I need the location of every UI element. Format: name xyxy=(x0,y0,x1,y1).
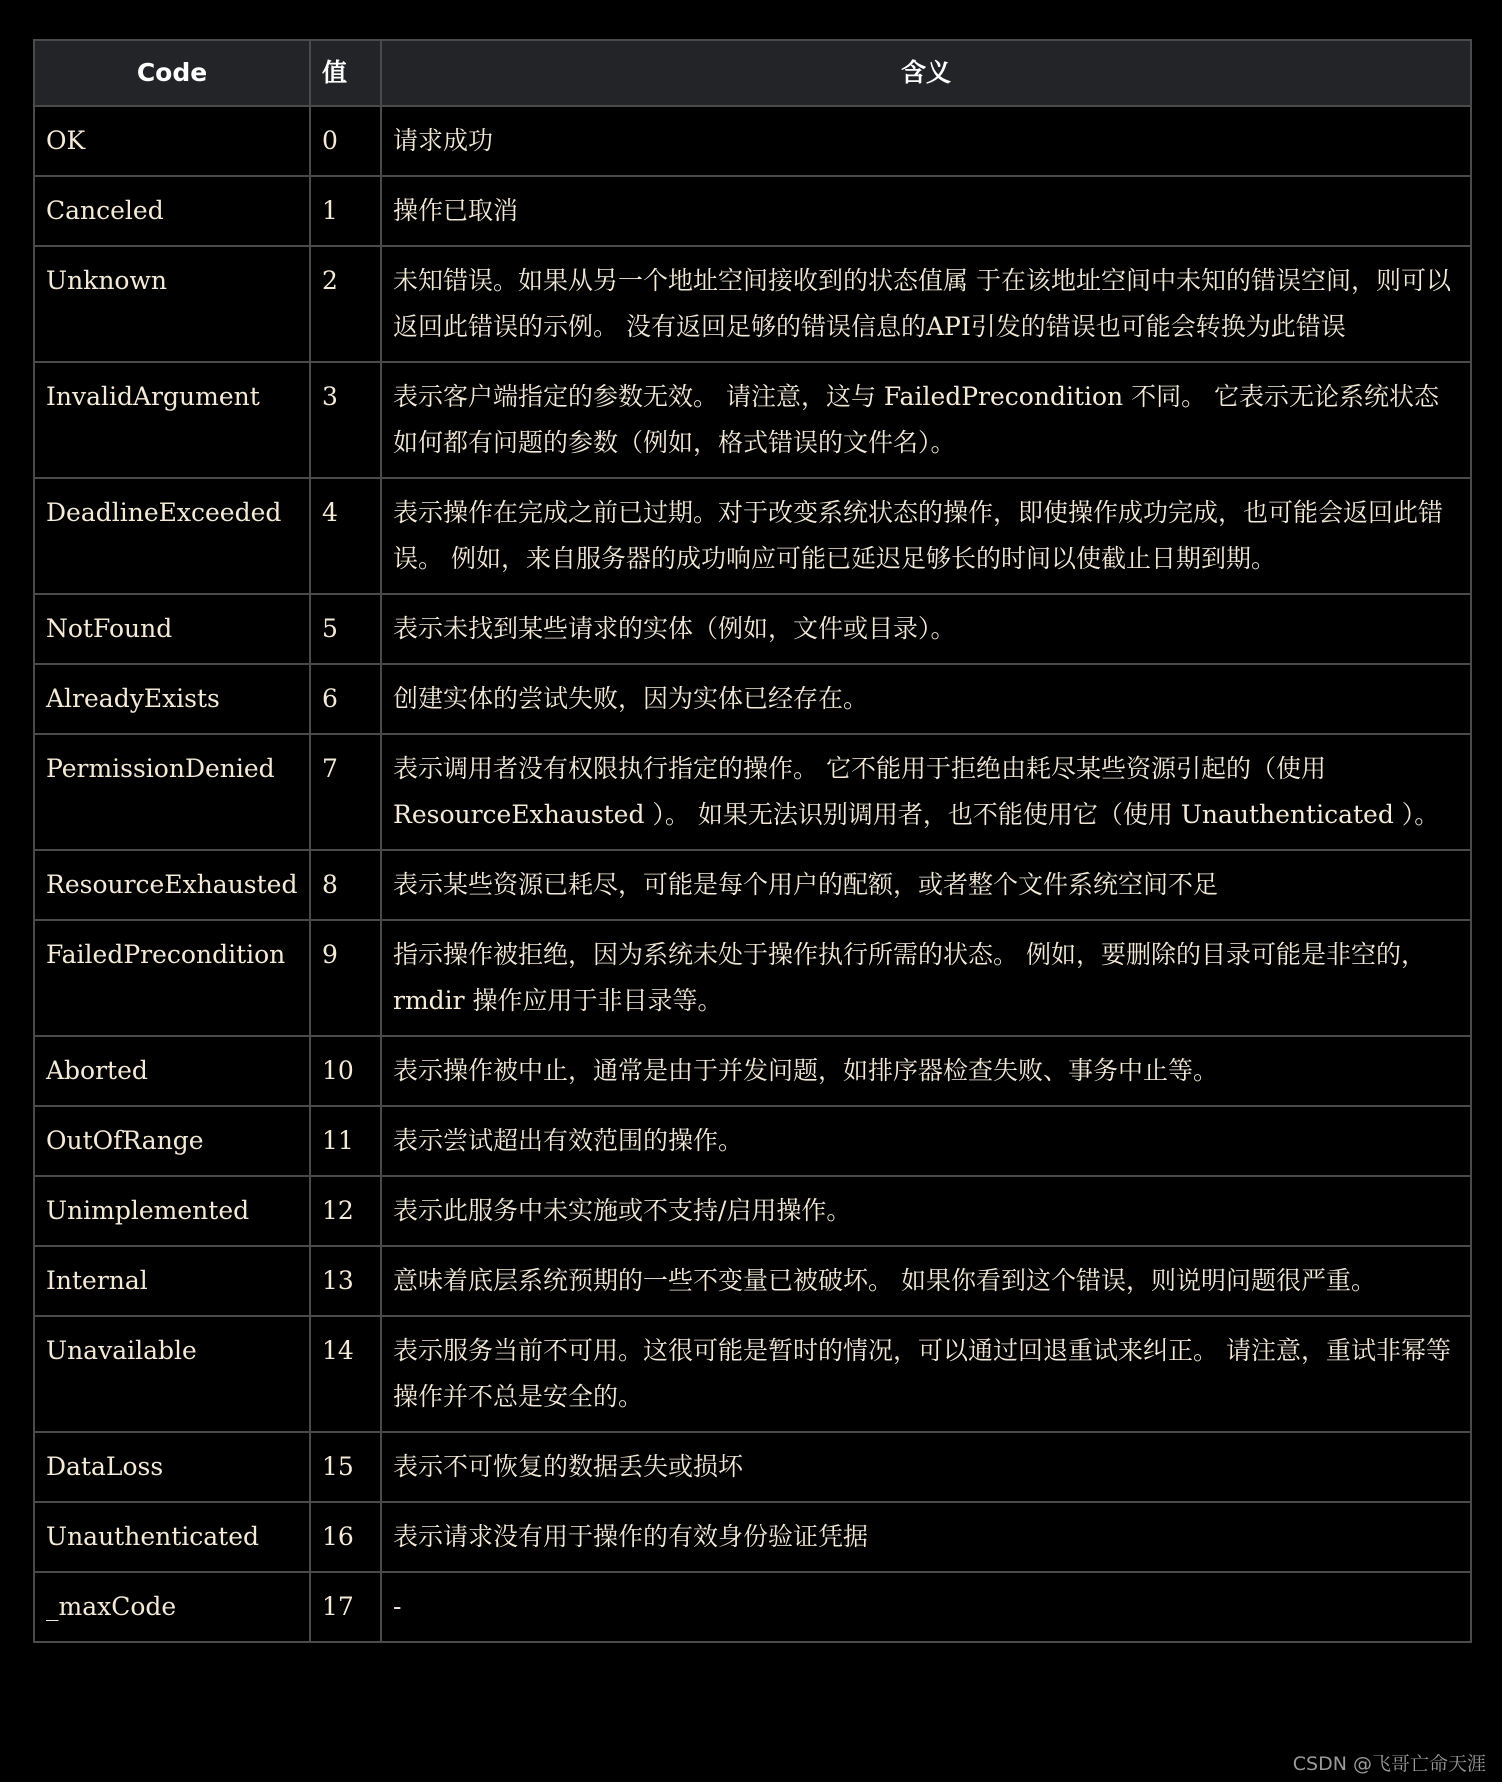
cell-code: ResourceExhausted xyxy=(34,850,310,920)
cell-code: OK xyxy=(34,106,310,176)
cell-value: 2 xyxy=(310,246,381,362)
cell-meaning: 表示未找到某些请求的实体（例如，文件或目录）。 xyxy=(381,594,1471,664)
cell-meaning: 未知错误。如果从另一个地址空间接收到的状态值属 于在该地址空间中未知的错误空间，则可以返回此错误的示例。 没有返回足够的错误信息的API引发的错误也可能会转换为此错误 xyxy=(381,246,1471,362)
cell-value: 4 xyxy=(310,478,381,594)
cell-meaning: 表示服务当前不可用。这很可能是暂时的情况，可以通过回退重试来纠正。 请注意，重试非幂等操作并不总是安全的。 xyxy=(381,1316,1471,1432)
cell-code: Aborted xyxy=(34,1036,310,1106)
table-row xyxy=(34,1036,1471,1106)
table-row xyxy=(34,246,1471,362)
table-row xyxy=(34,1176,1471,1246)
cell-value: 13 xyxy=(310,1246,381,1316)
cell-code: AlreadyExists xyxy=(34,664,310,734)
cell-meaning: - xyxy=(381,1572,1471,1642)
cell-value: 14 xyxy=(310,1316,381,1432)
cell-value: 16 xyxy=(310,1502,381,1572)
cell-code: Unimplemented xyxy=(34,1176,310,1246)
cell-value: 0 xyxy=(310,106,381,176)
cell-meaning: 表示操作在完成之前已过期。对于改变系统状态的操作，即使操作成功完成，也可能会返回此错误。 例如，来自服务器的成功响应可能已延迟足够长的时间以使截止日期到期。 xyxy=(381,478,1471,594)
cell-meaning: 表示此服务中未实施或不支持/启用操作。 xyxy=(381,1176,1471,1246)
table-row xyxy=(34,1316,1471,1432)
cell-meaning: 请求成功 xyxy=(381,106,1471,176)
cell-value: 5 xyxy=(310,594,381,664)
cell-meaning: 操作已取消 xyxy=(381,176,1471,246)
table-row xyxy=(34,1106,1471,1176)
cell-code: Unauthenticated xyxy=(34,1502,310,1572)
cell-code: Unknown xyxy=(34,246,310,362)
table-row xyxy=(34,1572,1471,1642)
cell-meaning: 指示操作被拒绝，因为系统未处于操作执行所需的状态。 例如，要删除的目录可能是非空的，rmdir 操作应用于非目录等。 xyxy=(381,920,1471,1036)
cell-code: FailedPrecondition xyxy=(34,920,310,1036)
table-row xyxy=(34,478,1471,594)
cell-value: 12 xyxy=(310,1176,381,1246)
cell-code: PermissionDenied xyxy=(34,734,310,850)
cell-value: 1 xyxy=(310,176,381,246)
cell-meaning: 表示不可恢复的数据丢失或损坏 xyxy=(381,1432,1471,1502)
cell-code: Internal xyxy=(34,1246,310,1316)
cell-value: 3 xyxy=(310,362,381,478)
cell-code: DataLoss xyxy=(34,1432,310,1502)
table-row xyxy=(34,1246,1471,1316)
cell-value: 17 xyxy=(310,1572,381,1642)
cell-code: _maxCode xyxy=(34,1572,310,1642)
header-meaning: 含义 xyxy=(381,40,1471,106)
cell-code: DeadlineExceeded xyxy=(34,478,310,594)
cell-value: 6 xyxy=(310,664,381,734)
grpc-status-code-table xyxy=(33,39,1472,1643)
header-value: 值 xyxy=(310,40,381,106)
cell-meaning: 表示尝试超出有效范围的操作。 xyxy=(381,1106,1471,1176)
cell-code: Unavailable xyxy=(34,1316,310,1432)
cell-meaning: 表示请求没有用于操作的有效身份验证凭据 xyxy=(381,1502,1471,1572)
cell-meaning: 表示操作被中止，通常是由于并发问题，如排序器检查失败、事务中止等。 xyxy=(381,1036,1471,1106)
watermark: CSDN @飞哥亡命天涯 xyxy=(1292,1753,1486,1775)
cell-value: 9 xyxy=(310,920,381,1036)
cell-meaning: 表示调用者没有权限执行指定的操作。 它不能用于拒绝由耗尽某些资源引起的（使用 ResourceExhausted ）。 如果无法识别调用者，也不能使用它（使用 Unauthenticated ）。 xyxy=(381,734,1471,850)
cell-code: NotFound xyxy=(34,594,310,664)
cell-code: InvalidArgument xyxy=(34,362,310,478)
table-row xyxy=(34,594,1471,664)
cell-value: 7 xyxy=(310,734,381,850)
header-code: Code xyxy=(34,40,310,106)
cell-meaning: 表示某些资源已耗尽，可能是每个用户的配额，或者整个文件系统空间不足 xyxy=(381,850,1471,920)
cell-value: 15 xyxy=(310,1432,381,1502)
cell-value: 11 xyxy=(310,1106,381,1176)
cell-value: 10 xyxy=(310,1036,381,1106)
cell-value: 8 xyxy=(310,850,381,920)
cell-meaning: 表示客户端指定的参数无效。 请注意，这与 FailedPrecondition 不同。 它表示无论系统状态如何都有问题的参数（例如，格式错误的文件名）。 xyxy=(381,362,1471,478)
cell-meaning: 意味着底层系统预期的一些不变量已被破坏。 如果你看到这个错误，则说明问题很严重。 xyxy=(381,1246,1471,1316)
table-row xyxy=(34,362,1471,478)
table-row xyxy=(34,106,1471,176)
table-row xyxy=(34,176,1471,246)
table-row xyxy=(34,664,1471,734)
table-row xyxy=(34,1502,1471,1572)
cell-code: OutOfRange xyxy=(34,1106,310,1176)
table-row xyxy=(34,734,1471,850)
table-row xyxy=(34,850,1471,920)
cell-meaning: 创建实体的尝试失败，因为实体已经存在。 xyxy=(381,664,1471,734)
table-header-row xyxy=(34,40,1471,106)
table-row xyxy=(34,1432,1471,1502)
table-row xyxy=(34,920,1471,1036)
cell-code: Canceled xyxy=(34,176,310,246)
